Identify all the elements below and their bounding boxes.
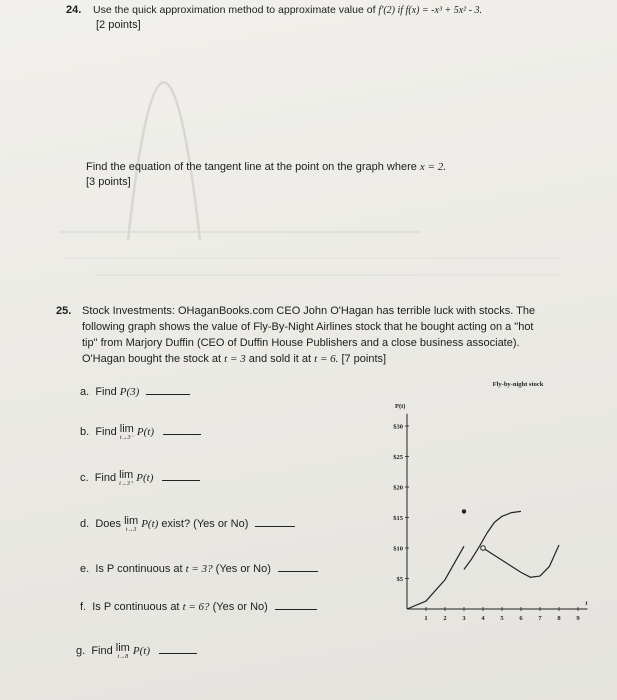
y-tick-label: $10 xyxy=(393,545,403,553)
x-tick-label: 4 xyxy=(481,615,485,622)
y-axis-label: P(t) xyxy=(395,402,406,410)
y-tick-label: $5 xyxy=(396,576,403,583)
q24-expression: f'(2) if f(x) = -x³ + 5x² - 3. xyxy=(378,5,482,16)
q24-tangent-points: [3 points] xyxy=(86,176,131,188)
q25-line-4: O'Hagan bought the stock at t = 3 and sold it at t = 6. [7 points] xyxy=(82,353,387,365)
chart-title: Fly-by-night stock xyxy=(492,381,544,388)
q24-intro: Use the quick approximation method to approximate value of xyxy=(93,4,376,16)
series-segment-3 xyxy=(483,548,521,572)
part-g: g. Find lim t→8 P(t) xyxy=(76,643,197,661)
part-b-answer-blank[interactable] xyxy=(163,424,201,435)
x-axis-label: t xyxy=(585,600,588,607)
part-e: e. Is P continuous at t = 3? (Yes or No) xyxy=(80,561,318,577)
x-tick-label: 1 xyxy=(424,615,428,622)
x-tick-label: 8 xyxy=(557,615,561,622)
part-a: a. Find P(3) xyxy=(80,384,190,400)
filled-point xyxy=(462,509,466,513)
chart-text xyxy=(395,381,588,607)
part-c-answer-blank[interactable] xyxy=(162,470,200,481)
series-segment-1 xyxy=(407,546,464,609)
q24-tangent-prompt xyxy=(86,159,446,175)
y-tick-label: $30 xyxy=(393,423,403,431)
q25-line-2: following graph shows the value of Fly-By-Night Airlines stock that he bought acting on a "hot xyxy=(82,321,534,333)
part-f: f. Is P continuous at t = 6? (Yes or No) xyxy=(80,599,317,615)
x-tick-label: 2 xyxy=(443,615,447,622)
part-d-answer-blank[interactable] xyxy=(255,516,295,527)
x-tick-label: 7 xyxy=(538,615,542,622)
q24-number: 24. xyxy=(66,4,82,16)
q25-line-1: Stock Investments: OHaganBooks.com CEO John O'Hagan has terrible luck with stocks. The xyxy=(82,305,536,317)
part-f-answer-blank[interactable] xyxy=(275,599,317,610)
q24-prompt xyxy=(93,2,482,19)
part-d: d. Does lim t→3 P(t) exist? (Yes or No) xyxy=(80,516,295,534)
part-c: c. Find lim t→3⁺ P(t) xyxy=(80,470,200,488)
chart-series xyxy=(407,509,559,609)
x-tick-label: 3 xyxy=(462,615,466,622)
open-point xyxy=(481,546,486,551)
series-segment-4 xyxy=(521,545,559,577)
chart-axes xyxy=(407,414,588,609)
q24-tangent-x: x = 2. xyxy=(419,161,446,173)
chart-ticks xyxy=(393,424,580,623)
x-tick-label: 5 xyxy=(500,615,504,622)
y-tick-label: $20 xyxy=(393,484,403,492)
y-tick-label: $15 xyxy=(393,515,403,522)
series-segment-2 xyxy=(464,511,521,569)
x-tick-label: 9 xyxy=(576,615,580,622)
x-tick-label: 6 xyxy=(519,615,523,622)
q24-points: [2 points] xyxy=(96,19,141,31)
part-e-answer-blank[interactable] xyxy=(278,561,318,572)
y-tick-label: $25 xyxy=(393,454,403,461)
stock-chart xyxy=(368,378,617,636)
part-a-answer-blank[interactable] xyxy=(146,384,190,395)
q25-line-3: tip" from Marjory Duffin (CEO of Duffin House Publishers and a close business associate). xyxy=(82,337,520,349)
q25-number: 25. xyxy=(56,305,72,317)
q24-tangent-text: Find the equation of the tangent line at the point on the graph where xyxy=(86,161,417,173)
part-g-answer-blank[interactable] xyxy=(159,643,197,654)
part-b: b. Find lim t→3⁻ P(t) xyxy=(80,424,201,442)
